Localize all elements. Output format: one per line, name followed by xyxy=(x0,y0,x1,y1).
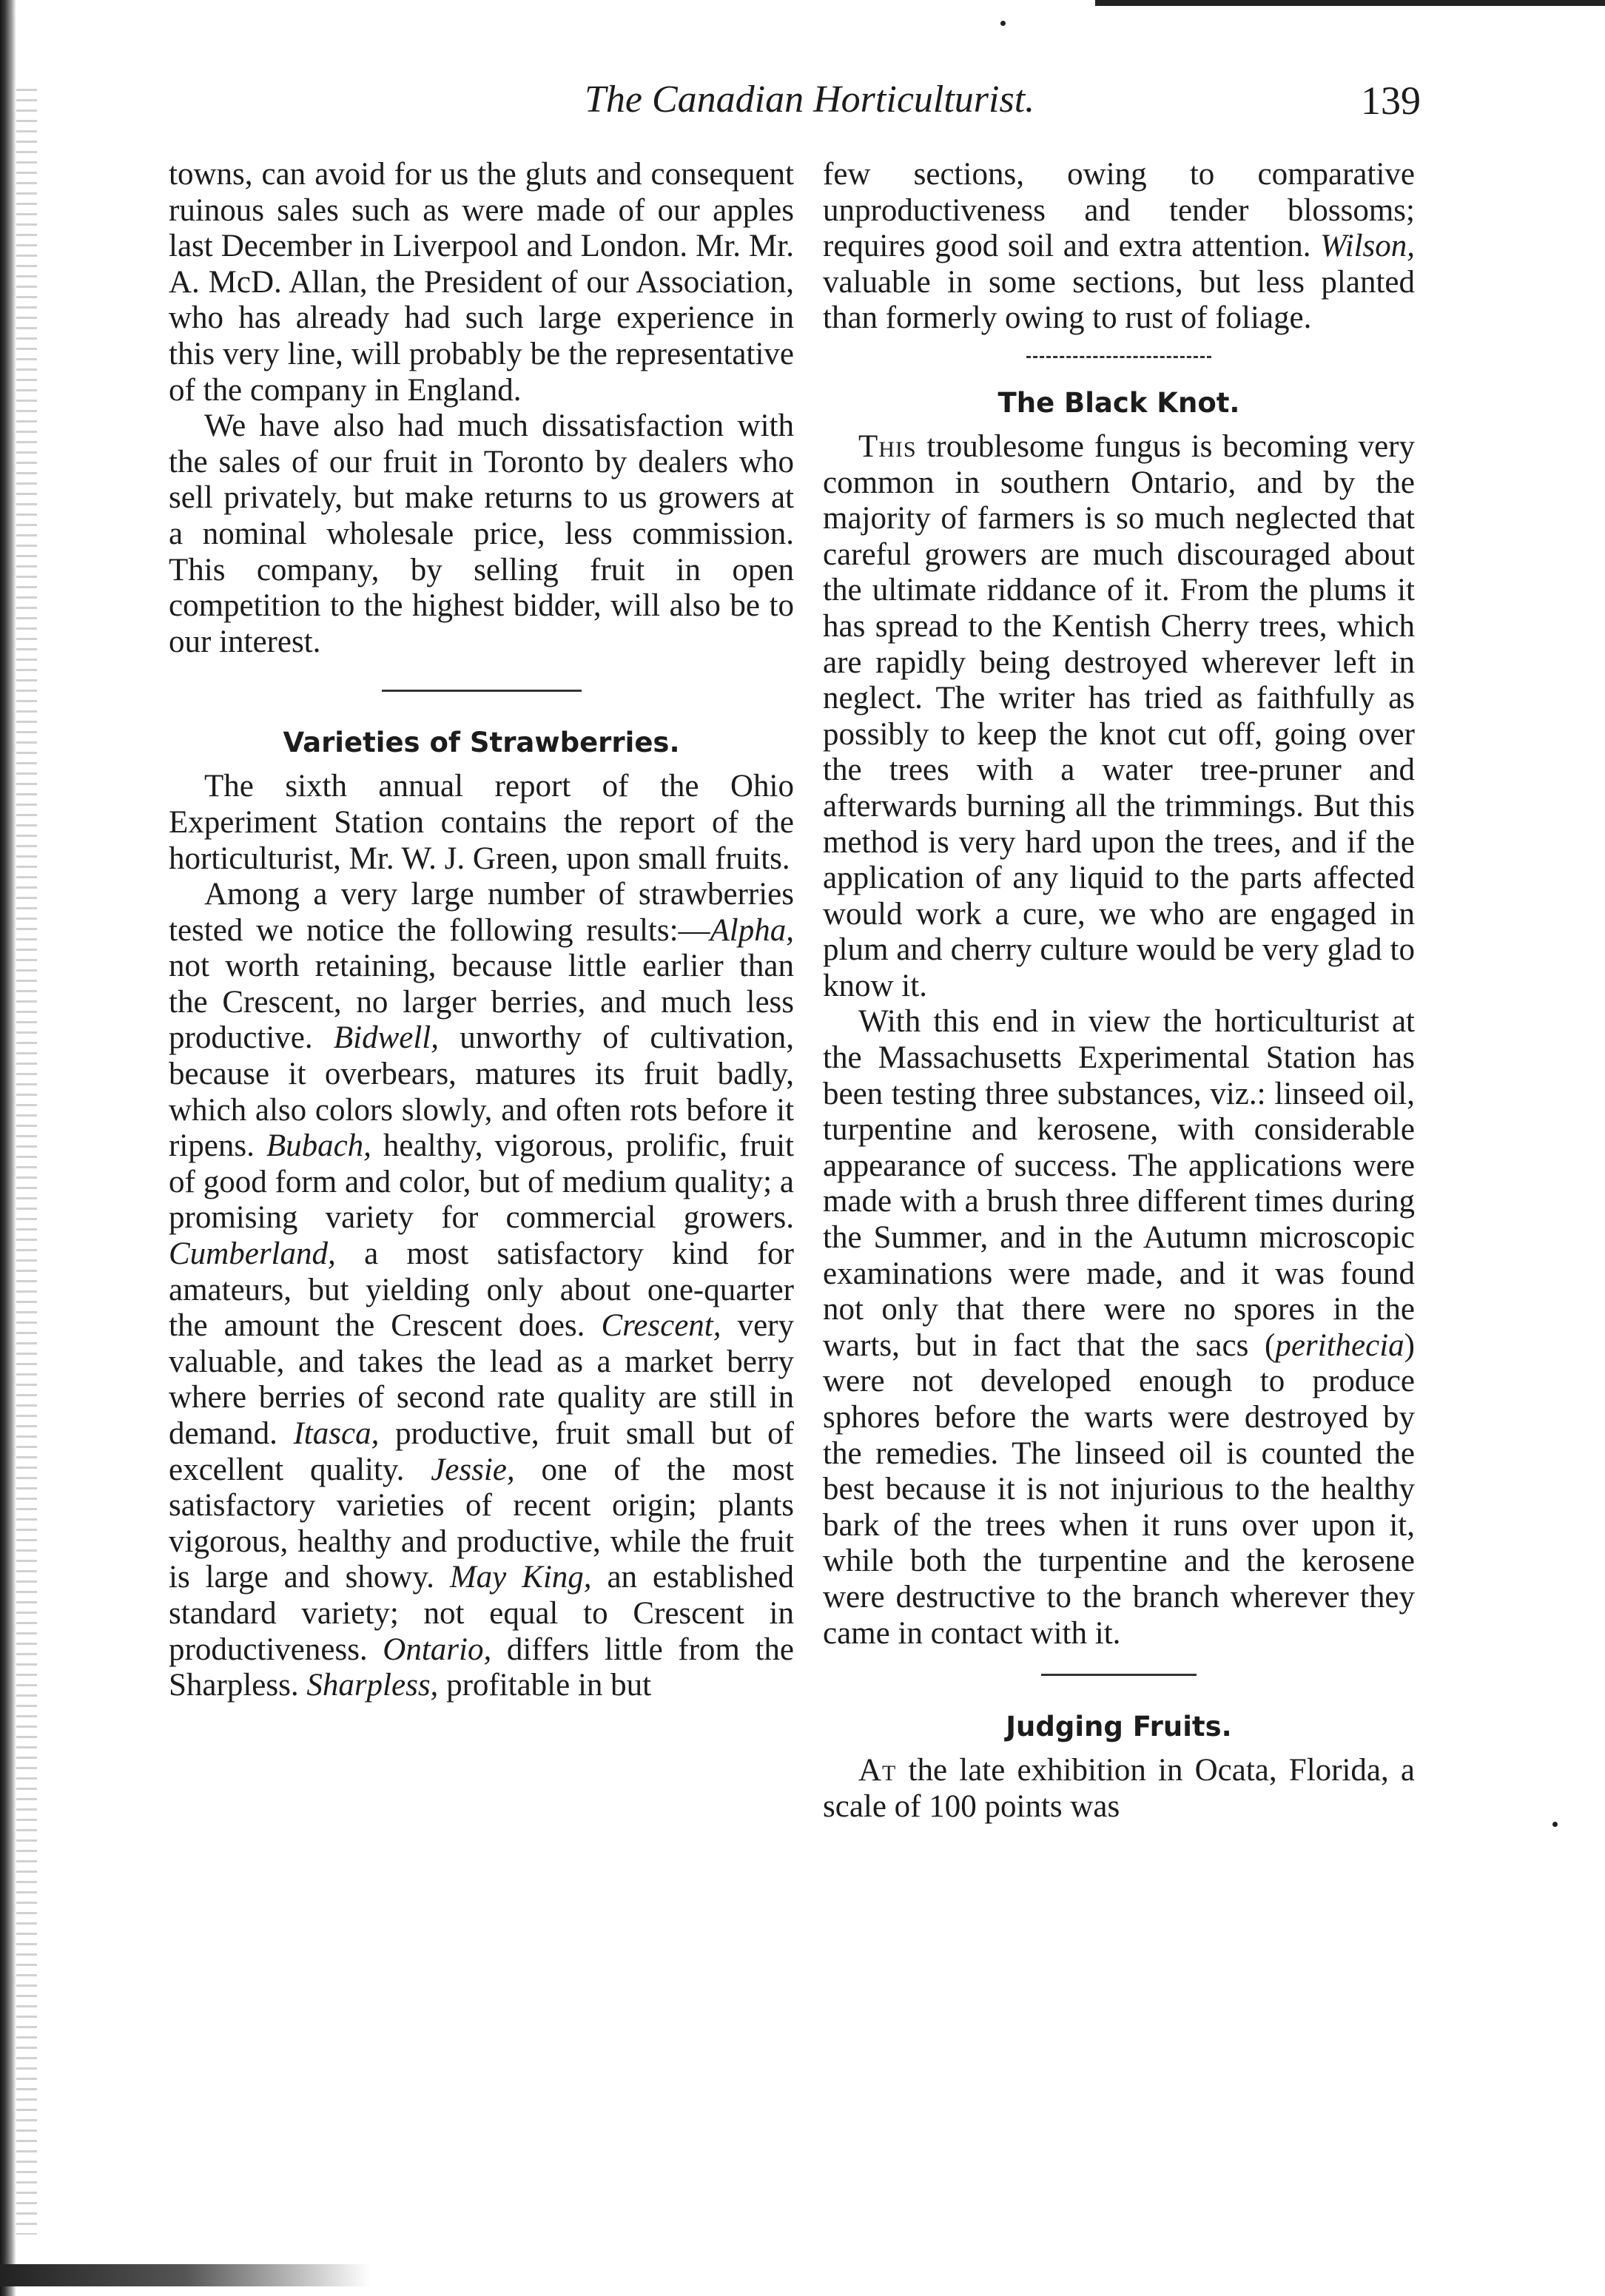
right-column xyxy=(823,157,1415,1825)
page-number: 139 xyxy=(1361,78,1421,123)
text-run: few sections, owing to comparative unproductiveness and tender blossoms; requires good soil and extra attention. xyxy=(823,157,1415,264)
section-divider xyxy=(1041,1674,1197,1676)
variety-name: Crescent, xyxy=(601,1308,721,1344)
text-run: valuable in some sections, but less planted than formerly owing to rust of foliage. xyxy=(823,264,1415,336)
scan-edge-bottom xyxy=(0,2264,370,2286)
text-run: Among a very large number of strawberries tested we notice the following results:— xyxy=(169,877,794,948)
paragraph: towns, can avoid for us the gluts and consequent ruinous sales such as were made of our apples last December in Liverpool and London. Mr. Mr. A. McD. Allan, the President of our Association, who has already had such large experience in this very line, will probably be the representative of the company in England. xyxy=(169,157,794,408)
text-run: an established standard variety; not equal to Crescent in productiveness. xyxy=(169,1560,795,1667)
scan-binding-shadow xyxy=(16,89,37,2235)
section-divider xyxy=(1026,356,1211,358)
section-heading-strawberries: Varieties of Strawberries. xyxy=(283,727,680,759)
text-run: troublesome fungus is becoming very common in southern Ontario, and by the majority of farmers is so much neglected that careful growers are much discouraged about the ultimate riddance of it. From the plums it has spread to the Kentish Cherry trees, which are rapidly being destroyed wherever left in neglect. The writer has tried as faithfully as possibly to keep the knot cut off, going over the trees with a water tree-pruner and afterwards burning all the trimmings. But this method is very hard upon the trees, and if the application of any liquid to the parts affected would work a cure, we who are engaged in plum and cherry culture would be very glad to know it. xyxy=(823,428,1415,1003)
scan-edge-top xyxy=(1095,0,1605,6)
text-run: ) were not developed enough to produce sphores before the warts were destroyed by the remedies. The linseed oil is counted the best because it is not injurious to the healthy bark of the trees when it runs over upon it, while both the turpentine and the kerosene were destructive to the branch wherever they came in contact with it. xyxy=(823,1327,1415,1651)
text-run: profitable in but xyxy=(438,1668,652,1703)
variety-name: May King, xyxy=(449,1560,592,1595)
scan-speck xyxy=(1000,21,1006,26)
variety-name: Alpha, xyxy=(710,912,794,948)
text-run: With this end in view the horticulturist at the Massachusetts Experimental Station has been testing three substances, viz.: linseed oil, turpentine and kerosene, with considerable appearance of success. The applications were made with a brush three different times during the Summer, and in the Autumn microscopic examinations were made, and it was found not only that there were no spores in the warts, but in fact that the sacs ( xyxy=(823,1004,1415,1363)
paragraph xyxy=(823,157,1415,337)
left-column xyxy=(169,157,794,1704)
text-run: differs little from the Sharpless. xyxy=(169,1632,795,1703)
variety-name: Ontario, xyxy=(383,1632,492,1667)
scan-speck xyxy=(1552,1822,1558,1827)
text-run: very valuable, and takes the lead as a market berry where berries of second rate quality are still in demand. xyxy=(169,1308,794,1451)
section-heading-black-knot: The Black Knot. xyxy=(997,386,1240,419)
paragraph: We have also had much dissatisfaction with the sales of our fruit in Toronto by dealers who sell privately, but make returns to us growers at a nominal wholesale price, less commission. This company, by selling fruit in open competition to the highest bidder, will also be to our interest. xyxy=(169,408,794,659)
variety-name: Bidwell, xyxy=(333,1020,439,1056)
text-run: not worth retaining, because little earlier than the Crescent, no larger berries, and much less productive. xyxy=(169,949,794,1056)
variety-name: Itasca, xyxy=(293,1416,380,1451)
text-run: a most satisfactory kind for amateurs, but yielding only about one-quarter the amount the Crescent does. xyxy=(169,1236,794,1344)
paragraph xyxy=(823,1004,1415,1652)
journal-title: The Canadian Horticulturist. xyxy=(585,78,1035,121)
variety-name: Jessie, xyxy=(431,1452,515,1487)
lead-word: This xyxy=(858,428,917,464)
section-heading-judging-fruits: Judging Fruits. xyxy=(1006,1711,1232,1743)
variety-name: Cumberland, xyxy=(169,1236,336,1272)
text-run: productive, fruit small but of excellent quality. xyxy=(169,1416,794,1487)
text-run: one of the most satisfactory varieties of recent origin; plants vigorous, healthy and productive, while the fruit is large and showy. xyxy=(169,1452,794,1595)
scientific-term: perithecia xyxy=(1275,1327,1404,1363)
variety-name: Bubach, xyxy=(266,1128,371,1164)
text-run: unworthy of cultivation, because it overbears, matures its fruit badly, which also colors slowly, and often rots before it ripens. xyxy=(169,1020,794,1164)
variety-name: Wilson, xyxy=(1320,229,1415,264)
paragraph xyxy=(823,1753,1415,1825)
paragraph: The sixth annual report of the Ohio Experiment Station contains the report of the horticulturist, Mr. W. J. Green, upon small fruits. xyxy=(169,769,794,876)
scan-edge-left xyxy=(0,0,16,2296)
running-header xyxy=(585,78,1421,137)
variety-name: Sharpless, xyxy=(306,1668,439,1703)
paragraph xyxy=(823,429,1415,1005)
text-run: healthy, vigorous, prolific, fruit of good form and color, but of medium quality; a promising variety for commercial growers. xyxy=(169,1128,794,1236)
lead-word: At xyxy=(858,1753,897,1788)
text-run: the late exhibition in Ocata, Florida, a scale of 100 points was xyxy=(823,1753,1415,1824)
strawberry-variety-list xyxy=(169,877,794,1704)
section-divider xyxy=(382,690,582,692)
